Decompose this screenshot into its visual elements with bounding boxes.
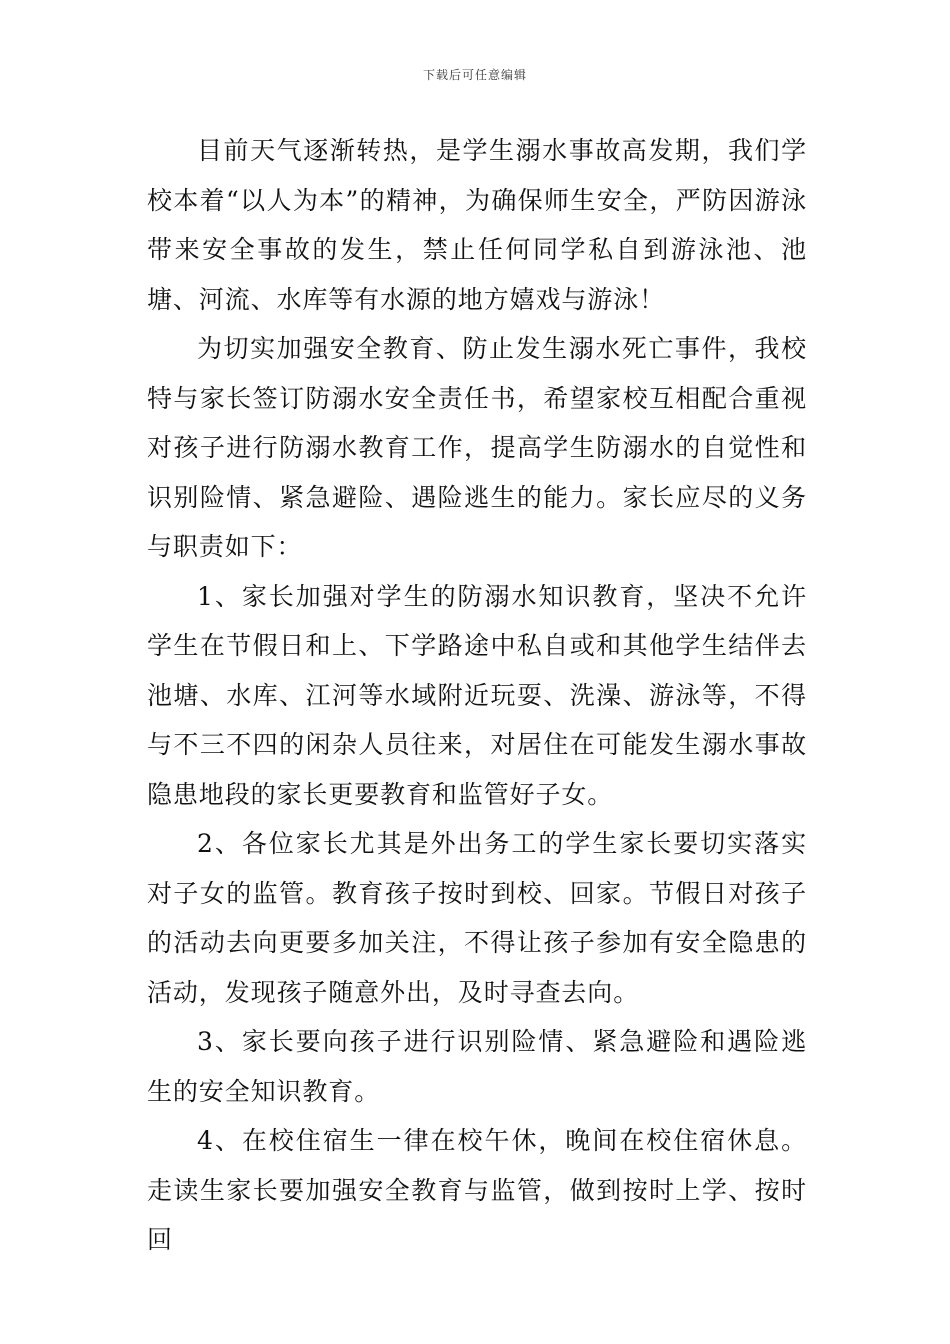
paragraph-item-1: 1、家长加强对学生的防溺水知识教育，坚决不允许学生在节假日和上、下学路途中私自或和其他学生结伴去池塘、水库、江河等水域附近玩耍、洗澡、游泳等，不得与不三不四的闲杂人员往来，对居住在可能发生溺水事故隐患地段的家长更要教育和监管好子女。 (147, 581, 807, 809)
paragraph-item-3: 3、家长要向孩子进行识别险情、紧急避险和遇险逃生的安全知识教育。 (147, 1027, 807, 1106)
paragraph-agreement: 为切实加强安全教育、防止发生溺水死亡事件，我校特与家长签订防溺水安全责任书，希望家校互相配合重视对孩子进行防溺水教育工作，提高学生防溺水的自觉性和识别险情、紧急避险、遇险逃生的能力。家长应尽的义务与职责如下： (147, 334, 807, 561)
download-note: 下载后可任意编辑 (422, 68, 527, 82)
document-body (147, 126, 807, 1265)
paragraph-item-2: 2、各位家长尤其是外出务工的学生家长要切实落实对子女的监管。教育孩子按时到校、回家。节假日对孩子的活动去向更要多加关注，不得让孩子参加有安全隐患的活动，发现孩子随意外出，及时寻查去向。 (147, 829, 807, 1007)
paragraph-item-4: 4、在校住宿生一律在校午休，晚间在校住宿休息。走读生家长要加强安全教育与监管，做到按时上学、按时回 (147, 1126, 807, 1254)
paragraph-intro: 目前天气逐渐转热，是学生溺水事故高发期，我们学校本着“以人为本”的精神，为确保师生安全，严防因游泳带来安全事故的发生，禁止任何同学私自到游泳池、池塘、河流、水库等有水源的地方嬉戏与游泳！ (147, 136, 807, 314)
